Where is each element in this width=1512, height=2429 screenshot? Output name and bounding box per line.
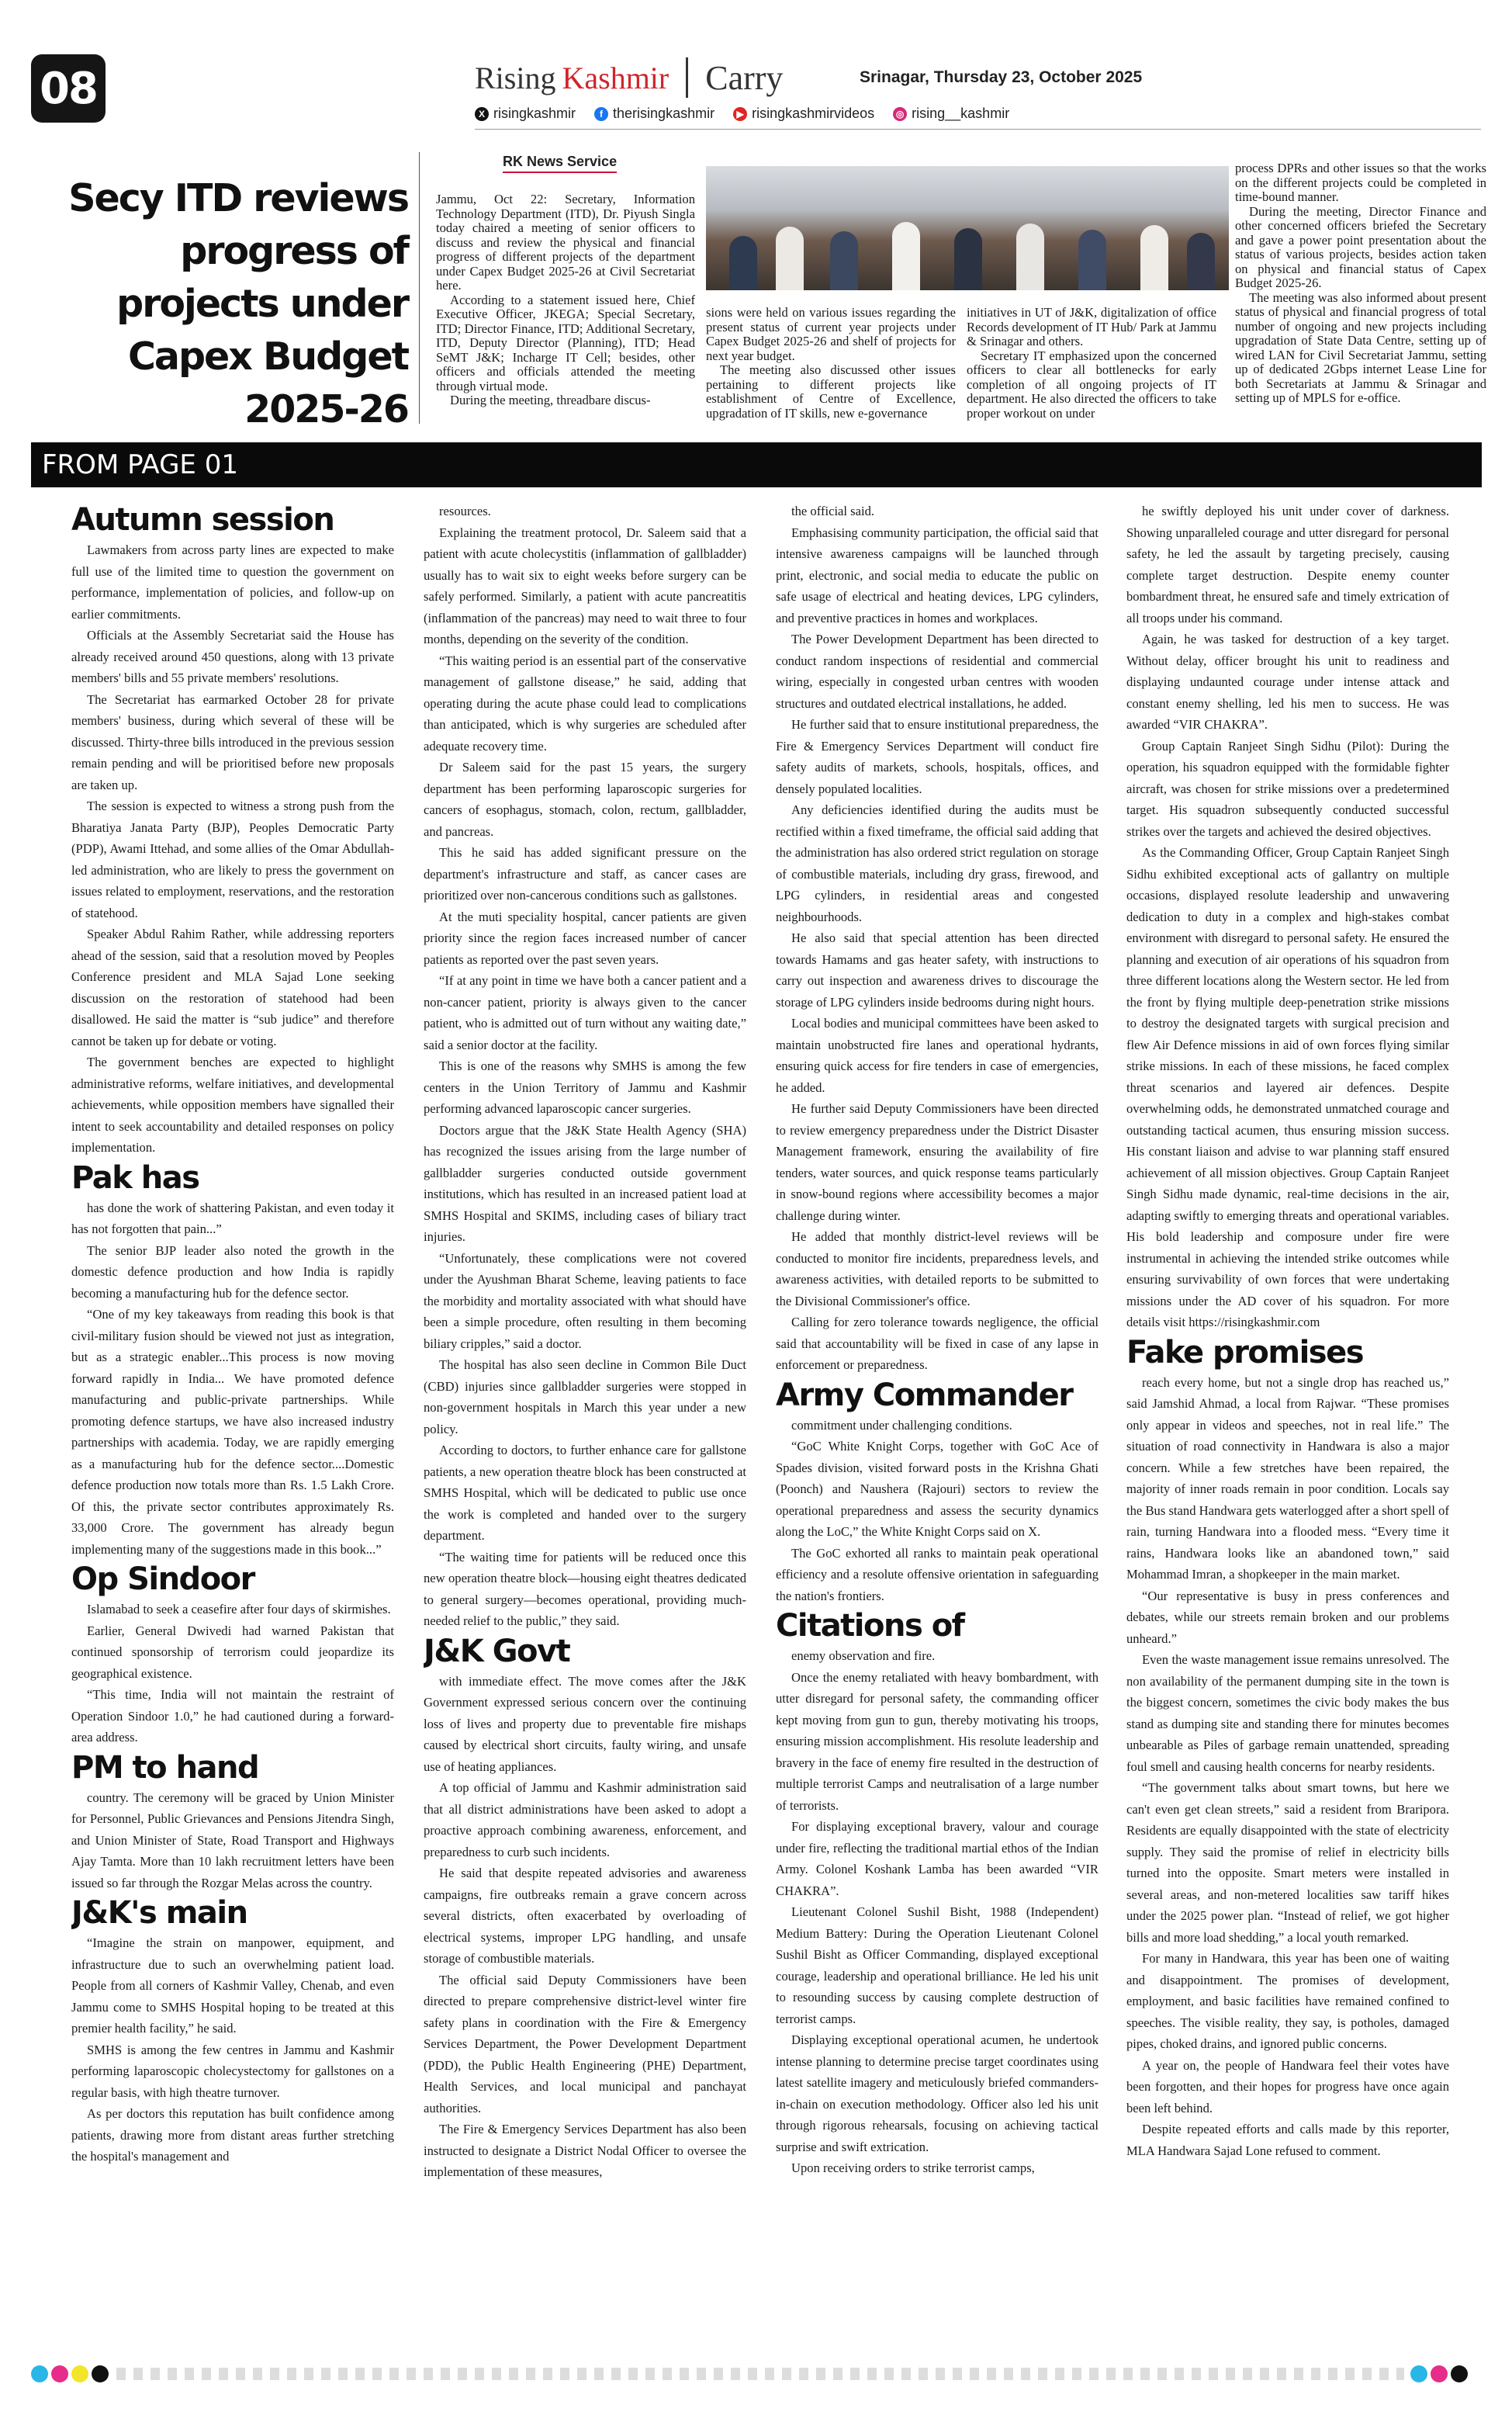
body-paragraph: “GoC White Knight Corps, together with GoC Ace of Spades division, visited forward posts in the Krishna Ghati (Poonch) and Naushera (Rajouri) sectors to review the operational preparedness and assess the security dynamics along the LoC,” the White Knight Corps said on X. — [776, 1439, 1099, 1539]
body-paragraph: Local bodies and municipal committees have been asked to maintain unobstructed fire lanes and operational hydrants, ensuring quick access for fire tenders in case of emergencies, he added. — [776, 1016, 1099, 1095]
masthead-rule — [475, 129, 1481, 130]
body-paragraph: A year on, the people of Handwara feel their votes have been forgotten, and their hopes for progress have once again been left behind. — [1126, 2057, 1449, 2115]
social-handle: risingkashmirvideos — [752, 106, 875, 121]
body-paragraph: Explaining the treatment protocol, Dr. Saleem said that a patient with acute cholecystitis (inflammation of gallbladder) usually has to wait six to eight weeks before surgery can be safely performed. Similarly, a patient with acute pancreatitis (inflammation of the pancreas) may need to wait three to four months, depending on the severity of the condition. — [424, 525, 746, 646]
lead-paragraph: Jammu, Oct 22: Secretary, Information Technology Department (ITD), Dr. Piyush Singla today chaired a meeting of senior officers to discuss and review the physical and financial progress of different projects of the department under Capex Budget 2025-26 at Civil Secretariat here. — [436, 192, 695, 293]
lead-paragraph: sions were held on various issues regarding the present status of current year projects under Capex Budget 2025-26 and shelf of projects for next year budget. — [706, 305, 956, 363]
body-paragraph: “Our representative is busy in press conferences and debates, while our streets remain broken and our problems unheard.” — [1126, 1588, 1449, 1646]
social-handle: therisingkashmir — [613, 106, 715, 121]
body-paragraph: “Imagine the strain on manpower, equipment, and infrastructure due to such an overwhelming patient load. People from all corners of Kashmir Valley, Chenab, and even Jammu come to SMHS Hospital hoping to be treated at this premier health facility,” he said. — [71, 1935, 394, 2036]
lead-paragraph: The meeting was also informed about present status of physical and financial progress of total number of ongoing and new projects including upgradation of State Data Centre, setting up of wired LAN for Civil Secretariat Jammu, setting up of dedicated 2Gbps internet Lease Line for both Secretariats at Jammu & Srinagar and setting up of MPLS for e-office. — [1235, 289, 1486, 405]
body-paragraph: For displaying exceptional bravery, valour and courage under fire, reflecting the traditional martial ethos of the Indian Army. Colonel Koshank Lamba has been awarded “VIR CHAKRA”. — [776, 1819, 1099, 1898]
x-icon: X — [475, 107, 489, 121]
body-paragraph: Even the waste management issue remains unresolved. The non availability of the permanent dumping site in the town is the biggest concern, sometimes the civic body makes the bus stand as dumping site and standing there for minutes becomes unbearable as Piles of garbage remain unattended, spreading foul smell and causing health concerns for nearby residents. — [1126, 1652, 1449, 1774]
facebook-icon: f — [594, 107, 608, 121]
body-paragraph: Despite repeated efforts and calls made by this reporter, MLA Handwara Sajad Lone refused to comment. — [1126, 2122, 1449, 2158]
body-paragraph: country. The ceremony will be graced by Union Minister for Personnel, Public Grievances and Pensions Jitendra Singh, and Union Minister of State, Road Transport and Highways Ajay Tamta. More than 10 lakh recruitment letters have been issued so far through the Rozgar Melas across the country. — [71, 1790, 394, 1890]
print-registration-strip — [0, 2364, 1512, 2384]
jump-headline: J&K Govt — [424, 1633, 570, 1669]
body-paragraph: Lawmakers from across party lines are expected to make full use of the limited time to question the government on performance, implementation of policies, and follow-up on earlier commitments. — [71, 542, 394, 622]
registration-dot — [1451, 2365, 1468, 2382]
brand-rising: Rising — [475, 60, 556, 95]
body-paragraph: Calling for zero tolerance towards negligence, the official said that accountability will be fixed in case of any lapse in enforcement or preparedness. — [776, 1315, 1099, 1372]
registration-bar — [116, 2368, 1404, 2380]
section-banner: FROM PAGE 01 — [31, 442, 1482, 487]
body-paragraph: Upon receiving orders to strike terrorist camps, — [791, 2160, 1035, 2175]
body-paragraph: The session is expected to witness a strong push from the Bharatiya Janata Party (BJP), Peoples Democratic Party (PDP), Awami Ittehad, and some allies of the Omar Abdullah-led administration, who are likely to press the government on issues related to employment, reservations, and the restoration of statehood. — [71, 799, 394, 920]
section-name: Carry — [705, 58, 784, 97]
body-paragraph: “The waiting time for patients will be reduced once this new operation theatre block—housing eight theatres dedicated to general surgery—becomes operational, providing much-needed relief to the public,” they said. — [424, 1549, 746, 1628]
body-paragraph: He further said Deputy Commissioners have been directed to review emergency preparedness under the District Disaster Management framework, ensuring the availability of fire tenders, water sources, and quick response teams particularly in snow-bound regions where accessibility becomes a major challenge during winter. — [776, 1101, 1099, 1223]
body-paragraph: At the muti speciality hospital, cancer patients are given priority since the region faces increased number of cancer patients as reported over the past seven years. — [424, 909, 746, 967]
registration-dot — [71, 2365, 88, 2382]
body-paragraph: the official said. — [791, 504, 875, 518]
byline: RK News Service — [503, 154, 617, 173]
masthead — [475, 56, 783, 99]
meeting-photo — [706, 166, 1229, 290]
jump-headline: J&K's main — [71, 1895, 247, 1931]
lead-paragraph: During the meeting, threadbare discus- — [450, 393, 651, 407]
lead-paragraph: According to a statement issued here, Chief Executive Officer, JKEGA; Special Secretary, ITD; Director Finance, ITD; Additional Secretary, ITD, Deputy Director (Planning), ITD; Head SeMT J&K; Incharge IT Cell; besides, other officers and officials attended the meeting through virtual mode. — [436, 292, 695, 393]
body-paragraph: The Power Development Department has been directed to conduct random inspections of residential and commercial wiring, especially in congested urban centres with wooden structures and outdated electrical installations, he added. — [776, 632, 1099, 711]
lead-story-col-2 — [706, 306, 956, 421]
body-paragraph: Group Captain Ranjeet Singh Sidhu (Pilot): During the operation, his squadron equipped with the formidable fighter aircraft, was chosen for strike missions over a predetermined target. His squadron subsequently conducted successful strikes over the targets and achieved the desired objectives. — [1126, 738, 1449, 839]
body-paragraph: resources. — [439, 504, 491, 518]
youtube-icon: ▶ — [733, 107, 747, 121]
body-paragraph: Dr Saleem said for the past 15 years, the surgery department has been performing laparoscopic surgeries for cancers of esophagus, stomach, colon, rectum, gallbladder, and pancreas. — [424, 760, 746, 839]
body-paragraph: According to doctors, to further enhance care for gallstone patients, a new operation theatre block has been constructed at SMHS Hospital, which will be dedicated to public use once the work is completed and handed over to the surgery department. — [424, 1443, 746, 1543]
page-number: 08 — [31, 54, 106, 123]
body-column-3 — [776, 501, 1099, 2363]
body-paragraph: enemy observation and fire. — [791, 1648, 936, 1663]
jump-headline: Op Sindoor — [71, 1561, 254, 1597]
masthead-divider — [686, 57, 688, 98]
body-paragraph: The senior BJP leader also noted the growth in the domestic defence production and how India is rapidly becoming a manufacturing hub for the defence sector. — [71, 1242, 394, 1301]
body-paragraph: with immediate effect. The move comes after the J&K Government expressed serious concern over the continuing loss of lives and property due to preventable fire mishaps caused by electrical short circuits, faulty wiring, and unsafe use of heating appliances. — [424, 1673, 746, 1774]
body-paragraph: He said that despite repeated advisories and awareness campaigns, fire outbreaks remain a grave concern across several districts, often exacerbated by overloading of electrical systems, improper LPG handling, and unsafe storage of combustible materials. — [424, 1866, 746, 1966]
body-paragraph: He also said that special attention has been directed towards Hamams and gas heater safety, with instructions to carry out inspection and awareness drives to discourage the storage of LPG cylinders inside bedrooms during night hours. — [776, 930, 1099, 1010]
body-paragraph: The official said Deputy Commissioners have been directed to prepare comprehensive district-level winter fire safety plans in coordination with the Fire & Emergency Services Department, the Power Development Department (PDD), the Public Health Engineering (PHE) Department, Health Services, and local municipal and panchayat authorities. — [424, 1972, 746, 2115]
body-paragraph: Earlier, General Dwivedi had warned Pakistan that continued sponsorship of terrorism could jeopardize its geographical existence. — [71, 1623, 394, 1681]
body-paragraph: The GoC exhorted all ranks to maintain peak operational efficiency and a resolute offensive orientation in safeguarding the nation's frontiers. — [776, 1545, 1099, 1603]
body-paragraph: Islamabad to seek a ceasefire after four days of skirmishes. — [87, 1602, 391, 1616]
body-paragraph: Emphasising community participation, the official said that intensive awareness campaigns will be launched through print, electronic, and social media to educate the public on safe usage of electrical and heating devices, LPG cylinders, and preventive practices in homes and workplaces. — [776, 525, 1099, 625]
jump-headline: Citations of — [776, 1608, 964, 1644]
column-rule — [419, 152, 420, 424]
social-item[interactable] — [475, 106, 576, 122]
body-paragraph: For many in Handwara, this year has been one of waiting and disappointment. The promises of development, employment, and basic facilities have remained confined to speeches. The visible reality, they say, is potholes, damaged pipes, choked drains, and ignored public concerns. — [1126, 1951, 1449, 2051]
instagram-icon: ◎ — [893, 107, 907, 121]
body-paragraph: he swiftly deployed his unit under cover of darkness. Showing unparalleled courage and utter disregard for personal safety, he led the assault by targeting precisely, causing complete target destruction. Despite enemy counter bombardment threat, he ensured safe and timely extrication of all troops under his command. — [1126, 504, 1449, 625]
body-paragraph: Once the enemy retaliated with heavy bombardment, with utter disregard for personal safety, the commanding officer kept moving from gun to gun, thereby motivating his troops, ensuring mission accomplishment. His resolute leadership and bravery in the face of enemy fire resulted in the destruction of multiple terrorist Camps and neutralisation of a large number of terrorists. — [776, 1669, 1099, 1813]
body-paragraph: The government benches are expected to highlight administrative reforms, welfare initiatives, and developmental achievements, while opposition members have signalled their intent to seek accountability and detailed responses on policy implementation. — [71, 1055, 394, 1155]
registration-dot — [31, 2365, 48, 2382]
registration-dot — [51, 2365, 68, 2382]
registration-dot — [1431, 2365, 1448, 2382]
jump-headline: PM to hand — [71, 1749, 259, 1786]
body-paragraph: This he said has added significant pressure on the department's infrastructure and staff, as cancer cases are prioritized over non-cancerous conditions such as gallstones. — [424, 845, 746, 903]
lead-story-col-1 — [436, 192, 695, 408]
body-paragraph: The Fire & Emergency Services Department has also been instructed to designate a District Nodal Officer to oversee the implementation of these measures, — [424, 2122, 746, 2179]
body-paragraph: The hospital has also seen decline in Common Bile Duct (CBD) injuries since gallbladder surgeries were stopped in non-government hospitals in March this year under a new policy. — [424, 1357, 746, 1436]
social-item[interactable] — [893, 106, 1009, 122]
body-paragraph: He further said that to ensure institutional preparedness, the Fire & Emergency Services Department will conduct fire safety audits of markets, schools, hospitals, offices, and densely populated localities. — [776, 717, 1099, 796]
body-column-2 — [424, 501, 746, 2363]
body-paragraph: “If at any point in time we have both a cancer patient and a non-cancer patient, priority is always given to the cancer patient, who is admitted out of turn without any waiting date,” said a senior doctor at the facility. — [424, 973, 746, 1052]
body-paragraph: “This waiting period is an essential part of the conservative management of gallstone disease,” he said, adding that operating during the acute phase could lead to complications than anticipated, which is why surgeries are scheduled after adequate recovery time. — [424, 653, 746, 754]
body-paragraph: Lieutenant Colonel Sushil Bisht, 1988 (Independent) Medium Battery: During the Operation Lieutenant Colonel Sushil Bisht as Officer Commanding, displayed exceptional courage, leadership and operational brilliance. He led his unit to resounding success by causing complete destruction of terrorist camps. — [776, 1904, 1099, 2026]
body-paragraph: “This time, India will not maintain the restraint of Operation Sindoor 1.0,” he had cautioned during a forward-area address. — [71, 1687, 394, 1745]
jump-headline: Army Commander — [776, 1377, 1073, 1413]
body-column-1 — [71, 501, 394, 2363]
body-paragraph: Doctors argue that the J&K State Health Agency (SHA) has recognized the issues arising from the large number of gallbladder surgeries conducted outside government institutions, which has resulted in an increased patient load at SMHS Hospital and SKIMS, including cases of biliary tract injuries. — [424, 1122, 746, 1244]
body-paragraph: He added that monthly district-level reviews will be conducted to monitor fire incidents, preparedness levels, and awareness activities, with detailed reports to be submitted to the Divisional Commissioner's office. — [776, 1229, 1099, 1308]
jump-headline: Fake promises — [1126, 1334, 1364, 1370]
registration-dot — [92, 2365, 109, 2382]
social-item[interactable] — [733, 106, 874, 122]
body-paragraph: SMHS is among the few centres in Jammu and Kashmir performing laparoscopic cholecystectomy for gallstones on a regular basis, with high theatre turnover. — [71, 2042, 394, 2100]
body-paragraph: This is one of the reasons why SMHS is among the few centers in the Union Territory of Jammu and Kashmir performing advanced laparoscopic cancer surgeries. — [424, 1059, 746, 1116]
jump-headline: Autumn session — [71, 502, 334, 538]
social-handle: risingkashmir — [493, 106, 576, 121]
body-paragraph: Officials at the Assembly Secretariat said the House has already received around 450 questions, along with 13 private members' bills and 55 private members' resolutions. — [71, 628, 394, 685]
lead-paragraph: process DPRs and other issues so that the works on the different projects could be completed in time-bound manner. — [1235, 161, 1486, 204]
body-paragraph: As the Commanding Officer, Group Captain Ranjeet Singh Sidhu exhibited exceptional acts of gallantry on multiple occasions, displayed resolute leadership and unwavering dedication to duty in a complex and high-stakes combat environment with disregard to personal safety. He ensured the planning and execution of air operations of his squadron from three different locations along the Western sector. He led from the front by flying multiple deep-penetration strike missions to destroy the designated targets with surgical precision and flew Air Defence missions in aid of own forces flying similar strike missions. In each of these missions, he faced complex threat scenarios and layered air defences. Despite overwhelming odds, he demonstrated unmatched courage and outstanding tactical acumen, thus ensuring mission success. His constant liaison and advise to war planning staff ensured achievement of all mission objectives. Group Captain Ranjeet Singh Sidhu made dynamic, real-time decisions in the air, adapting swiftly to emerging threats and operational variables. His bold leadership and composure under fire were instrumental in achieving the intended strike outcomes while ensuring survivability of own forces that were undertaking missions under the AD cover of his squadron. For more details visit https://risingkashmir.com — [1126, 845, 1449, 1329]
lead-story-col-3 — [967, 306, 1216, 421]
body-paragraph: Any deficiencies identified during the audits must be rectified within a fixed timeframe, the official said adding that the administration has also ordered strict regulation on storage of combustible materials, including dry grass, firewood, and LPG cylinders, in residential areas and congested neighbourhoods. — [776, 802, 1099, 924]
body-paragraph: The Secretariat has earmarked October 28 for private members' business, during which several of these will be discussed. Thirty-three bills introduced in the previous session remain pending and will be prioritised before new proposals are taken up. — [71, 691, 394, 792]
lead-paragraph: Secretary IT emphasized upon the concerned officers to clear all bottlenecks for early completion of all ongoing projects of IT department. He also directed the officers to take proper workout on under — [967, 348, 1216, 421]
lead-paragraph: initiatives in UT of J&K, digitalization of office Records development of IT Hub/ Park at Jammu & Srinagar and others. — [967, 305, 1216, 348]
lead-paragraph: The meeting also discussed other issues pertaining to different projects like establishment of Centre of Excellence, upgradation of IT skills, new e-governance — [706, 362, 956, 421]
body-column-4 — [1126, 501, 1449, 2363]
body-paragraph: has done the work of shattering Pakistan, and even today it has not forgotten that pain...” — [71, 1200, 394, 1236]
body-paragraph: A top official of Jammu and Kashmir administration said that all district administrations have been asked to adopt a proactive approach combining awareness, enforcement, and preparedness to curb such incidents. — [424, 1780, 746, 1859]
lead-story-col-4 — [1235, 161, 1486, 406]
lead-headline: Secy ITD reviews progress of projects under Capex Budget 2025-26 — [68, 176, 408, 431]
body-paragraph: As per doctors this reputation has built confidence among patients, drawing more from distant areas further stretching the hospital's management and — [71, 2106, 394, 2164]
registration-dot — [1410, 2365, 1427, 2382]
body-paragraph: Displaying exceptional operational acumen, he undertook intense planning to determine precise target coordinates using latest satellite imagery and meticulously briefed commanders-in-chain on execution methodology. Officer also led his unit through rigorous rehearsals, focusing on achieving tactical surprise and swift extrication. — [776, 2032, 1099, 2154]
social-item[interactable] — [594, 106, 714, 122]
dateline: Srinagar, Thursday 23, October 2025 — [860, 68, 1143, 86]
body-paragraph: “Unfortunately, these complications were not covered under the Ayushman Bharat Scheme, leaving patients to face the morbidity and mortality associated with what should have been a simple procedure, often resulting in them becoming biliary cripples,” said a doctor. — [424, 1250, 746, 1351]
body-paragraph: reach every home, but not a single drop has reached us,” said Jamshid Ahmad, a local from Rajwar. “These promises only appear in videos and speeches, not in real life.” The situation of road connectivity in Handwara is also a major concern. While a few stretches have been repaired, the majority of inner roads remain in poor condition. Locals say the Bus stand Handwara gets waterlogged after a short spell of rain, turning Handwara into a flooded mess. “Every time it rains, Handwara looks like an abandoned town,” said Mohammad Imran, a shopkeeper in the main market. — [1126, 1374, 1449, 1582]
lead-paragraph: During the meeting, Director Finance and other concerned officers briefed the Secretary and gave a power point presentation about the status of various projects, besides action taken on physical and financial status of Capex Budget 2025-26. — [1235, 203, 1486, 290]
body-paragraph: Again, he was tasked for destruction of a key target. Without delay, officer brought his unit to readiness and displaying undaunted courage under intense attack and constant enemy shelling, led his men to success. He was awarded “VIR CHAKRA”. — [1126, 632, 1449, 732]
brand-kashmir: Kashmir — [562, 60, 670, 95]
body-paragraph: Speaker Abdul Rahim Rather, while addressing reporters ahead of the session, said that a resolution moved by Peoples Conference president and MLA Sajad Lone seeking discussion on the restoration of statehood had been disallowed. He said the matter is “sub judice” and therefore cannot be taken up for debate or voting. — [71, 927, 394, 1048]
social-handle: rising__kashmir — [912, 106, 1010, 121]
body-paragraph: commitment under challenging conditions. — [791, 1417, 1012, 1433]
social-handles — [475, 106, 1028, 122]
body-paragraph: “The government talks about smart towns, but here we can't even get clean streets,” said a resident from Braripora. Residents are equally disappointed with the state of electricity supply. They said the promise of relief in electricity bills turned into the opposite. Smart meters were installed in several areas, and non-metered localities saw tariff hikes under the 2025 power plan. “Instead of relief, we got higher bills and more load shedding,” a local youth remarked. — [1126, 1780, 1449, 1945]
body-paragraph: “One of my key takeaways from reading this book is that civil-military fusion should be viewed not just as integration, but as a strategic enabler...This process is now moving forward rapidly in India... We have promoted defence manufacturing and public-private partnerships. While promoting defence startups, we have also increased industry partnerships with academia. Today, we are rapidly emerging as a manufacturing hub for the defence sector....Domestic defence production now totals more than Rs. 1.5 Lakh Crore. Of this, the private sector contributes approximately Rs. 33,000 Crore. The government has already begun implementing many of the suggestions made in this book...” — [71, 1307, 394, 1557]
jump-headline: Pak has — [71, 1159, 199, 1196]
